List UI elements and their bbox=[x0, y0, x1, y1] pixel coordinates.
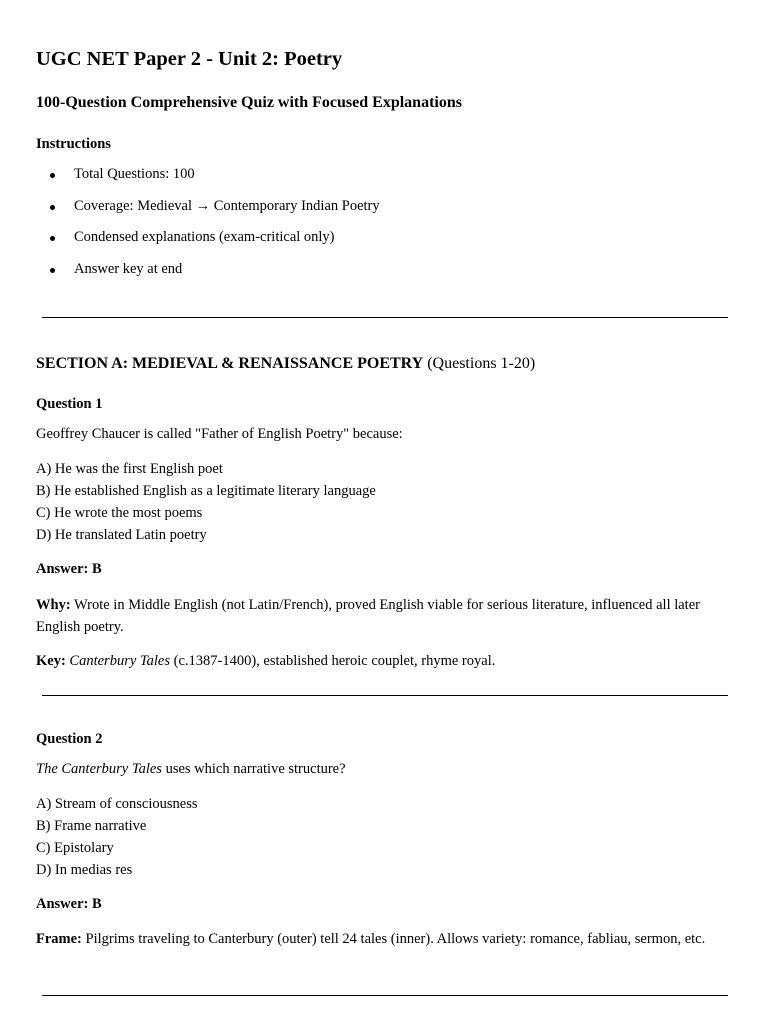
divider bbox=[42, 995, 728, 996]
bullet-icon bbox=[50, 205, 55, 210]
question-1-prompt: Geoffrey Chaucer is called "Father of English Poetry" because: bbox=[36, 426, 403, 442]
divider bbox=[42, 317, 728, 318]
option-c: C) He wrote the most poems bbox=[36, 505, 203, 521]
option-d: D) In medias res bbox=[36, 862, 133, 878]
list-item: Answer key at end bbox=[36, 259, 380, 291]
question-1-key: Key: Canterbury Tales (c.1387-1400), established heroic couplet, rhyme royal. bbox=[36, 653, 496, 669]
question-1-options bbox=[36, 458, 376, 546]
page-title: UGC NET Paper 2 - Unit 2: Poetry bbox=[36, 48, 343, 70]
option-b: B) He established English as a legitimate literary language bbox=[36, 483, 376, 499]
option-a: A) He was the first English poet bbox=[36, 461, 223, 477]
question-1-why: Why: Wrote in Middle English (not Latin/French), proved English viable for serious literature, influenced all later English poetry. bbox=[36, 597, 700, 635]
page-subtitle: 100-Question Comprehensive Quiz with Focused Explanations bbox=[36, 94, 462, 111]
bullet-icon bbox=[50, 173, 55, 178]
option-c: C) Epistolary bbox=[36, 840, 114, 856]
question-2-frame: Frame: Pilgrims traveling to Canterbury (outer) tell 24 tales (inner). Allows variety: romance, fabliau, sermon, etc. bbox=[36, 931, 706, 947]
option-b: B) Frame narrative bbox=[36, 818, 147, 834]
question-2-prompt: The Canterbury Tales uses which narrative structure? bbox=[36, 761, 346, 777]
instructions-heading: Instructions bbox=[36, 136, 111, 152]
list-item: Condensed explanations (exam-critical only) bbox=[36, 227, 380, 259]
section-a-title: SECTION A: MEDIEVAL & RENAISSANCE POETRY (Questions 1-20) bbox=[36, 355, 536, 372]
bullet-icon bbox=[50, 268, 55, 273]
bullet-icon bbox=[50, 236, 55, 241]
divider bbox=[42, 695, 728, 696]
option-d: D) He translated Latin poetry bbox=[36, 527, 207, 543]
question-1-answer: Answer: B bbox=[36, 561, 102, 577]
question-2-label: Question 2 bbox=[36, 731, 103, 747]
instructions-list bbox=[36, 164, 380, 290]
list-item: Total Questions: 100 bbox=[36, 164, 380, 196]
question-2-answer: Answer: B bbox=[36, 896, 102, 912]
option-a: A) Stream of consciousness bbox=[36, 796, 198, 812]
question-2-options bbox=[36, 793, 197, 881]
question-1-label: Question 1 bbox=[36, 396, 103, 412]
list-item: Coverage: Medieval → Contemporary Indian Poetry bbox=[36, 196, 380, 228]
